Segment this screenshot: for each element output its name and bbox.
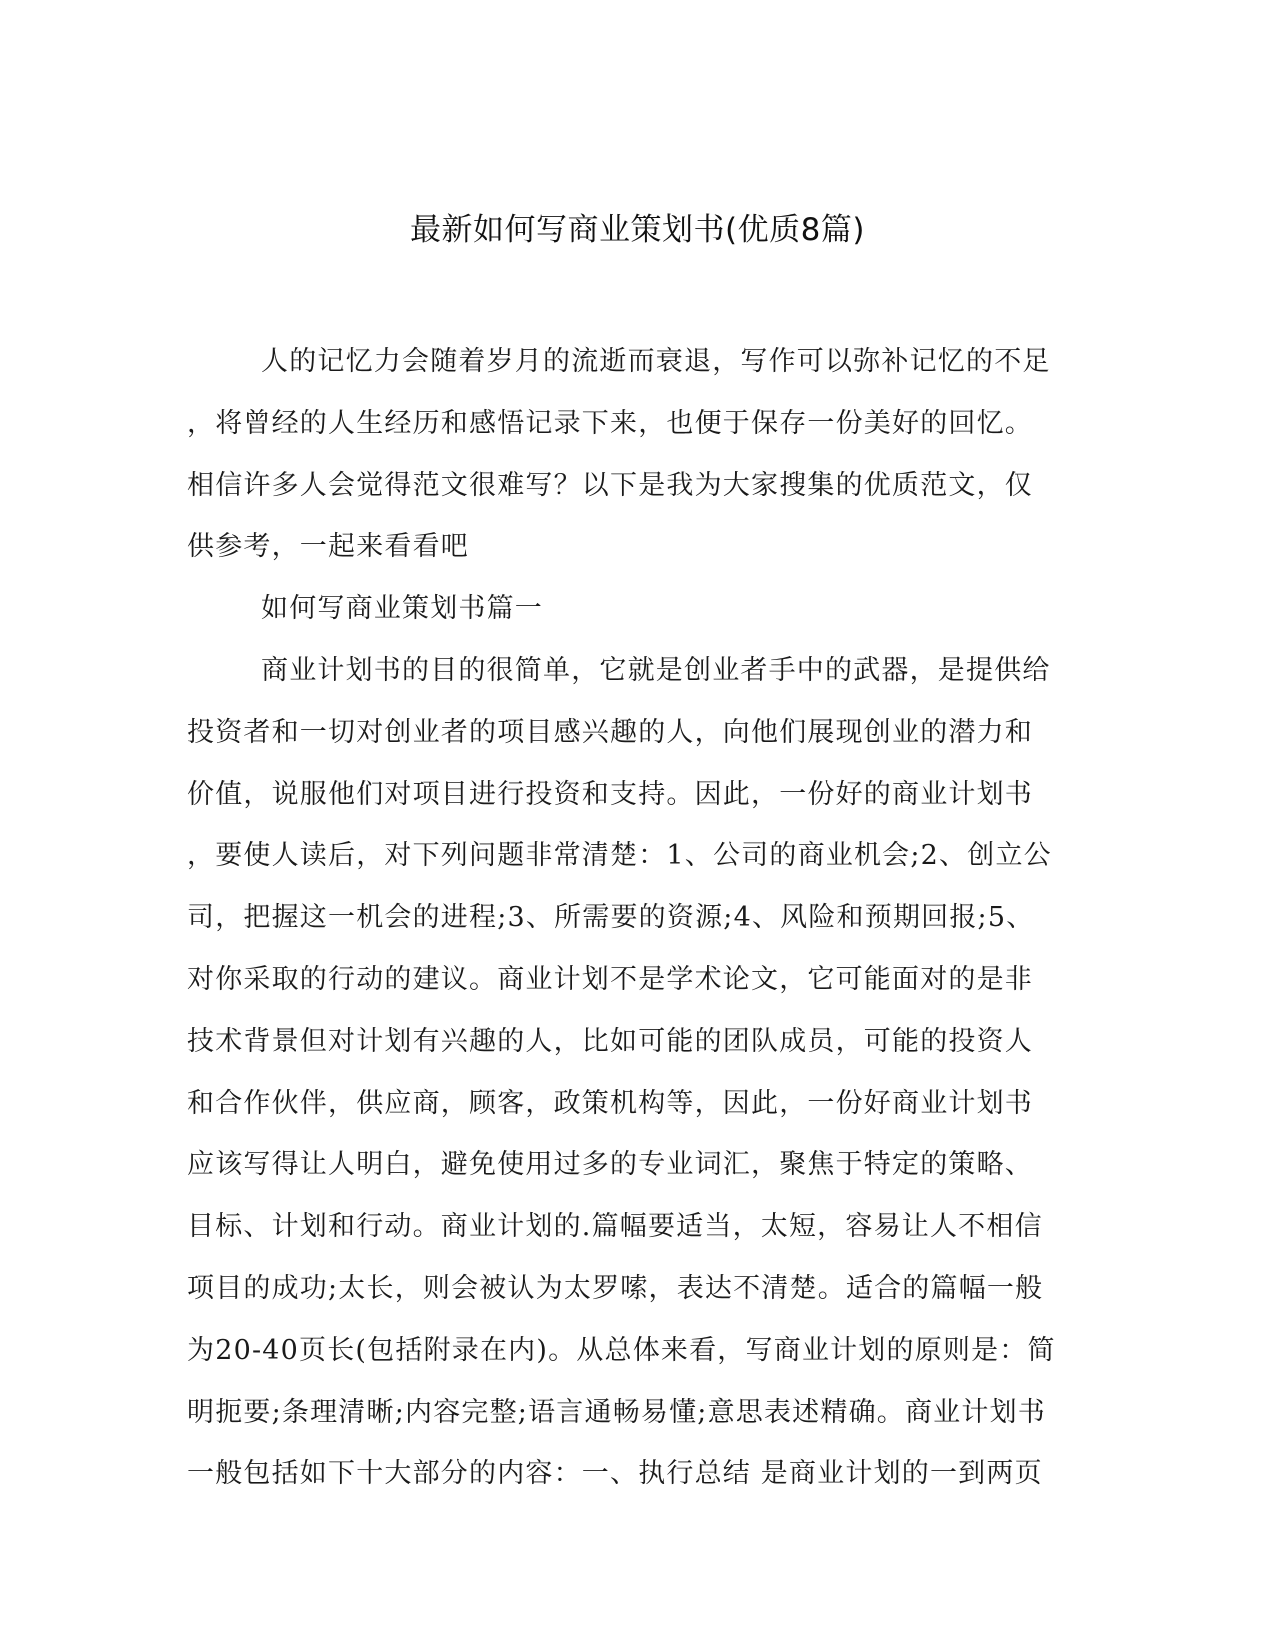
paragraph-line: 目标、计划和行动。商业计划的.篇幅要适当，太短，容易让人不相信 xyxy=(187,1211,1043,1243)
document-title: 最新如何写商业策划书(优质8篇) xyxy=(410,212,865,248)
paragraph-line: 为20-40页长(包括附录在内)。从总体来看，写商业计划的原则是：简 xyxy=(187,1334,1056,1366)
paragraph-line: 技术背景但对计划有兴趣的人，比如可能的团队成员，可能的投资人 xyxy=(187,1025,1033,1057)
paragraph-line: 一般包括如下十大部分的内容：一、执行总结 是商业计划的一到两页 xyxy=(187,1458,1043,1490)
paragraph-line: 供参考，一起来看看吧 xyxy=(187,531,469,563)
paragraph-line: 项目的成功;太长，则会被认为太罗嗦，表达不清楚。适合的篇幅一般 xyxy=(187,1272,1044,1304)
paragraph-line: 商业计划书的目的很简单，它就是创业者手中的武器，是提供给 xyxy=(261,654,1051,686)
paragraph-line: 应该写得让人明白，避免使用过多的专业词汇，聚焦于特定的策略、 xyxy=(187,1149,1033,1181)
paragraph-line: 司，把握这一机会的进程;3、所需要的资源;4、风险和预期回报;5、 xyxy=(187,902,1035,934)
paragraph-line: 人的记忆力会随着岁月的流逝而衰退，写作可以弥补记忆的不足 xyxy=(261,346,1051,377)
paragraph-line: ，将曾经的人生经历和感悟记录下来，也便于保存一份美好的回忆。 xyxy=(187,407,1033,439)
paragraph-line: 对你采取的行动的建议。商业计划不是学术论文，它可能面对的是非 xyxy=(187,963,1033,995)
paragraph-line: 投资者和一切对创业者的项目感兴趣的人，向他们展现创业的潜力和 xyxy=(187,716,1033,748)
paragraph-line: ，要使人读后，对下列问题非常清楚：1、公司的商业机会;2、创立公 xyxy=(187,840,1052,872)
section-heading: 如何写商业策划书篇一 xyxy=(261,593,543,625)
document-body xyxy=(187,331,1077,1505)
paragraph-line: 明扼要;条理清晰;内容完整;语言通畅易懂;意思表述精确。商业计划书 xyxy=(187,1396,1046,1428)
paragraph-line: 和合作伙伴，供应商，顾客，政策机构等，因此，一份好商业计划书 xyxy=(187,1087,1033,1119)
paragraph-line: 相信许多人会觉得范文很难写？以下是我为大家搜集的优质范文，仅 xyxy=(187,469,1033,501)
paragraph-line: 价值，说服他们对项目进行投资和支持。因此，一份好的商业计划书 xyxy=(187,778,1033,810)
